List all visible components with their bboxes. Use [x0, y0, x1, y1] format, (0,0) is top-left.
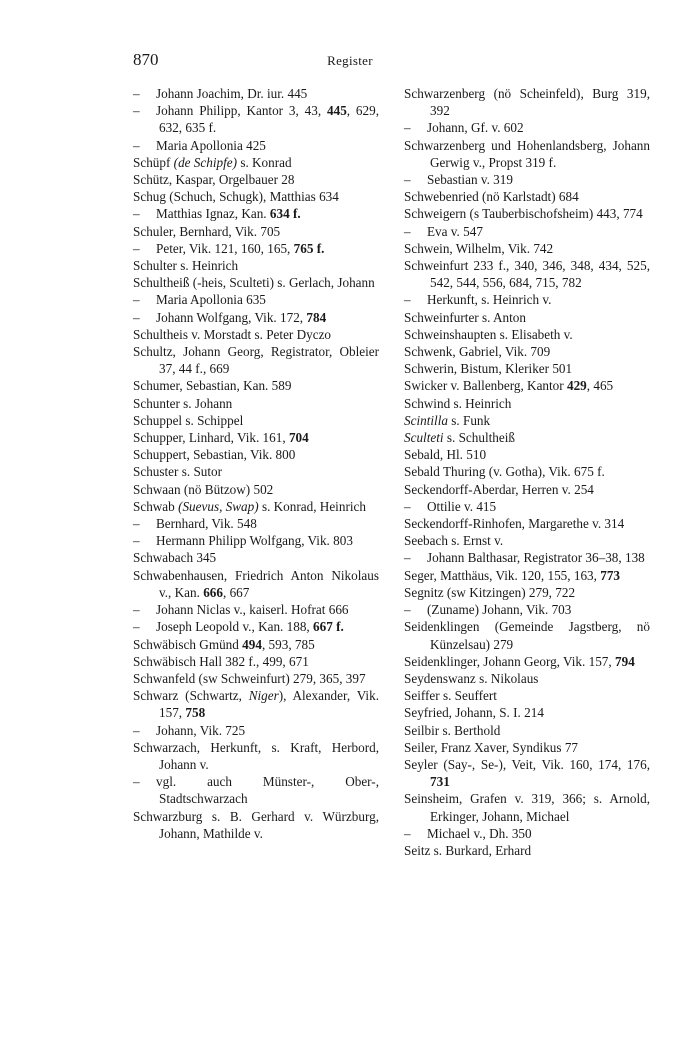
- entry-text: Seidenklingen (Gemeinde Jagstberg, nö Künzelsau) 279: [404, 619, 650, 652]
- entry-text: s. Konrad, Heinrich: [258, 498, 366, 514]
- entry-text: Segnitz (sw Kitzingen) 279, 722: [404, 584, 576, 600]
- variant-name: (de Schipfe): [173, 154, 238, 170]
- index-subentry: [404, 498, 650, 515]
- entry-text: Schwarzburg s. B. Gerhard v. Würzburg, Johann, Mathilde v.: [133, 808, 379, 841]
- index-entry: [133, 636, 379, 653]
- entry-text: Schuppert, Sebastian, Vik. 800: [133, 447, 296, 463]
- subentry-dash: –: [133, 619, 140, 635]
- entry-text: Schwabenhausen, Friedrich Anton Nikolaus v., Kan.: [133, 567, 379, 600]
- subentry-dash: –: [404, 602, 411, 618]
- index-entry: [404, 515, 650, 532]
- entry-text: Schwaan (nö Bützow) 502: [133, 481, 274, 497]
- index-entry: [133, 343, 379, 377]
- index-entry: [133, 687, 379, 721]
- variant-name: Scintilla: [404, 412, 448, 428]
- entry-text: , 629, 632, 635 f.: [159, 103, 380, 136]
- entry-text: Johann Wolfgang, Vik. 172,: [156, 309, 307, 325]
- entry-text: Seyfried, Johann, S. I. 214: [404, 705, 544, 721]
- entry-text: Schweinfurter s. Anton: [404, 309, 526, 325]
- entry-text: Joseph Leopold v., Kan. 188,: [156, 619, 314, 635]
- index-subentry: [133, 618, 379, 635]
- index-entry: [404, 326, 650, 343]
- entry-text: Maria Apollonia 635: [156, 292, 266, 308]
- entry-text: Maria Apollonia 425: [156, 137, 266, 153]
- index-entry: [404, 463, 650, 480]
- subentry-dash: –: [404, 172, 411, 188]
- entry-text: Sebald, Hl. 510: [404, 447, 487, 463]
- index-subentry: [133, 137, 379, 154]
- index-entry: [404, 188, 650, 205]
- index-entry: [404, 756, 650, 790]
- index-entry: [404, 446, 650, 463]
- entry-text: Michael v., Dh. 350: [427, 825, 532, 841]
- subentry-dash: –: [133, 533, 140, 549]
- main-reference: 731: [430, 774, 450, 790]
- index-entry: [133, 446, 379, 463]
- entry-text: Schwenk, Gabriel, Vik. 709: [404, 344, 551, 360]
- entry-text: Schuster s. Sutor: [133, 464, 223, 480]
- entry-text: Schweinfurt 233 f., 340, 346, 348, 434, 525, 542, 544, 556, 684, 715, 782: [404, 258, 650, 291]
- index-entry: [133, 549, 379, 566]
- entry-text: Seilbir s. Berthold: [404, 722, 501, 738]
- index-subentry: [133, 85, 379, 102]
- index-entry: [133, 395, 379, 412]
- entry-text: Johann Philipp, Kantor 3, 43,: [156, 103, 327, 119]
- subentry-dash: –: [404, 120, 411, 136]
- main-reference: 765 f.: [293, 240, 325, 256]
- subentry-dash: –: [133, 86, 140, 101]
- entry-text: s. Schultheiß: [443, 430, 515, 446]
- entry-text: s. Konrad: [237, 154, 292, 170]
- running-head: Register: [327, 53, 373, 68]
- index-subentry: [404, 825, 650, 842]
- entry-text: Seitz s. Burkard, Erhard: [404, 842, 532, 858]
- entry-text: Sebald Thuring (v. Gotha), Vik. 675 f.: [404, 464, 605, 480]
- entry-text: vgl. auch Münster-, Ober-, Stadtschwarzach: [156, 774, 379, 807]
- subentry-dash: –: [404, 825, 411, 841]
- index-entry: [133, 463, 379, 480]
- entry-text: Johann Joachim, Dr. iur. 445: [156, 86, 308, 101]
- entry-text: Schultheiß (-heis, Sculteti) s. Gerlach, Johann: [133, 275, 375, 291]
- index-entry: [404, 670, 650, 687]
- main-reference: 634 f.: [269, 206, 301, 222]
- main-reference: 667 f.: [313, 619, 344, 635]
- index-entry: [404, 137, 650, 171]
- index-entry: [404, 704, 650, 721]
- entry-text: Seckendorff-Rinhofen, Margarethe v. 314: [404, 516, 625, 532]
- subentry-dash: –: [133, 516, 140, 532]
- entry-text: , 465: [586, 378, 614, 394]
- index-column-left: [133, 85, 379, 842]
- index-subentry: [404, 223, 650, 240]
- subentry-dash: –: [404, 550, 411, 566]
- index-entry: [404, 584, 650, 601]
- main-reference: 666: [203, 584, 223, 600]
- subentry-dash: –: [404, 498, 411, 514]
- index-subentry: [404, 291, 650, 308]
- main-reference: 794: [615, 653, 635, 669]
- entry-text: Schumer, Sebastian, Kan. 589: [133, 378, 292, 394]
- index-entry: [404, 687, 650, 704]
- entry-text: Schwein, Wilhelm, Vik. 742: [404, 240, 554, 256]
- index-subentry: [404, 171, 650, 188]
- entry-text: Schunter s. Johann: [133, 395, 233, 411]
- index-entry: [404, 343, 650, 360]
- index-entry: [133, 171, 379, 188]
- index-subentry: [404, 601, 650, 618]
- entry-text: Schwäbisch Hall 382 f., 499, 671: [133, 653, 309, 669]
- entry-text: Schupper, Linhard, Vik. 161,: [133, 430, 289, 446]
- entry-text: ), Alexander, Vik. 157,: [159, 688, 379, 721]
- index-subentry: [133, 722, 379, 739]
- entry-text: Seiffer s. Seuffert: [404, 688, 497, 704]
- index-entry: [404, 309, 650, 326]
- entry-text: Schuppel s. Schippel: [133, 412, 244, 428]
- entry-text: Seebach s. Ernst v.: [404, 533, 504, 549]
- index-subentry: [133, 515, 379, 532]
- index-entry: [404, 739, 650, 756]
- entry-text: Bernhard, Vik. 548: [156, 516, 257, 532]
- index-entry: [133, 274, 379, 291]
- index-entry: [133, 481, 379, 498]
- index-entry: [404, 257, 650, 291]
- entry-text: , 593, 785: [261, 636, 315, 652]
- entry-text: Schwind s. Heinrich: [404, 395, 512, 411]
- index-subentry: [404, 549, 650, 566]
- subentry-dash: –: [133, 774, 140, 790]
- index-entry: [404, 395, 650, 412]
- index-entry: [404, 412, 650, 429]
- index-entry: [404, 618, 650, 652]
- entry-text: Schwebenried (nö Karlstadt) 684: [404, 189, 579, 205]
- main-reference: 445: [327, 103, 347, 119]
- entry-text: Ottilie v. 415: [427, 498, 497, 514]
- index-entry: [404, 481, 650, 498]
- entry-text: Johann Niclas v., kaiserl. Hofrat 666: [156, 602, 349, 618]
- index-entry: [404, 567, 650, 584]
- entry-text: s. Funk: [447, 412, 491, 428]
- index-entry: [404, 653, 650, 670]
- entry-text: Matthias Ignaz, Kan.: [156, 206, 270, 222]
- entry-text: Schwabach 345: [133, 550, 217, 566]
- entry-text: Schwarzenberg und Hohenlandsberg, Johann Gerwig v., Propst 319 f.: [404, 137, 650, 170]
- index-entry: [404, 429, 650, 446]
- entry-text: Schweigern (s Tauberbischofsheim) 443, 774: [404, 206, 643, 222]
- entry-text: Eva v. 547: [427, 223, 483, 239]
- entry-text: Schüpf: [133, 154, 174, 170]
- index-entry: [133, 223, 379, 240]
- entry-text: Seger, Matthäus, Vik. 120, 155, 163,: [404, 567, 601, 583]
- entry-text: Schulter s. Heinrich: [133, 258, 239, 274]
- page-number: 870: [133, 50, 159, 69]
- index-subentry: [404, 119, 650, 136]
- subentry-dash: –: [133, 292, 140, 308]
- entry-text: Johann, Vik. 725: [156, 722, 246, 738]
- entry-text: Seiler, Franz Xaver, Syndikus 77: [404, 739, 579, 755]
- index-entry: [404, 842, 650, 859]
- main-reference: 784: [306, 309, 327, 325]
- index-entry: [404, 532, 650, 549]
- index-entry: [133, 412, 379, 429]
- entry-text: Seckendorff-Aberdar, Herren v. 254: [404, 481, 594, 497]
- index-entry: [404, 722, 650, 739]
- entry-text: Schwerin, Bistum, Kleriker 501: [404, 361, 573, 377]
- entry-text: Sebastian v. 319: [427, 172, 513, 188]
- entry-text: Johann Balthasar, Registrator 36–38, 138: [427, 550, 645, 566]
- entry-text: Schwarzenberg (nö Scheinfeld), Burg 319, 392: [404, 86, 650, 119]
- subentry-dash: –: [404, 223, 411, 239]
- subentry-dash: –: [133, 722, 140, 738]
- index-entry: [404, 240, 650, 257]
- main-reference: 429: [566, 378, 587, 394]
- index-entry: [404, 360, 650, 377]
- entry-text: Swicker v. Ballenberg, Kantor: [404, 378, 567, 394]
- index-subentry: [133, 205, 379, 222]
- index-subentry: [133, 102, 379, 136]
- subentry-dash: –: [133, 309, 140, 325]
- subentry-dash: –: [133, 602, 140, 618]
- index-entry: [133, 567, 379, 601]
- index-subentry: [133, 291, 379, 308]
- index-entry: [133, 670, 379, 687]
- entry-text: Seydenswanz s. Nikolaus: [404, 670, 539, 686]
- index-entry: [133, 808, 379, 842]
- entry-text: Seidenklinger, Johann Georg, Vik. 157,: [404, 653, 615, 669]
- entry-text: Schultz, Johann Georg, Registrator, Obleier 37, 44 f., 669: [133, 344, 379, 377]
- subentry-dash: –: [133, 240, 140, 256]
- entry-text: Schug (Schuch, Schugk), Matthias 634: [133, 189, 339, 205]
- entry-text: Schütz, Kaspar, Orgelbauer 28: [133, 172, 295, 188]
- entry-text: Seinsheim, Grafen v. 319, 366; s. Arnold, Erkinger, Johann, Michael: [404, 791, 650, 824]
- index-column-right: [404, 85, 650, 859]
- subentry-dash: –: [404, 292, 411, 308]
- index-entry: [404, 85, 650, 119]
- entry-text: Schuler, Bernhard, Vik. 705: [133, 223, 281, 239]
- index-entry: [404, 790, 650, 824]
- index-subentry: [133, 532, 379, 549]
- main-reference: 704: [288, 430, 309, 446]
- index-entry: [133, 154, 379, 171]
- main-reference: 758: [185, 705, 206, 721]
- subentry-dash: –: [133, 103, 140, 119]
- entry-text: (Zuname) Johann, Vik. 703: [427, 602, 572, 618]
- entry-text: Seyler (Say-, Se-), Veit, Vik. 160, 174, 176,: [404, 756, 650, 772]
- index-subentry: [133, 601, 379, 618]
- main-reference: 773: [600, 567, 621, 583]
- subentry-dash: –: [133, 137, 140, 153]
- entry-text: Schwarz (Schwartz,: [133, 688, 249, 704]
- entry-text: Schultheis v. Morstadt s. Peter Dyczo: [133, 326, 332, 342]
- index-subentry: [133, 240, 379, 257]
- index-entry: [404, 377, 650, 394]
- entry-text: Schwab: [133, 498, 179, 514]
- entry-text: Peter, Vik. 121, 160, 165,: [156, 240, 294, 256]
- main-reference: 494: [242, 636, 262, 652]
- entry-text: Schwarzach, Herkunft, s. Kraft, Herbord, Johann v.: [133, 739, 379, 772]
- index-subentry: [133, 309, 379, 326]
- entry-text: Johann, Gf. v. 602: [427, 120, 524, 136]
- index-entry: [133, 739, 379, 773]
- index-entry: [133, 257, 379, 274]
- index-entry: [133, 326, 379, 343]
- entry-text: , 667: [222, 584, 250, 600]
- subentry-dash: –: [133, 206, 140, 222]
- index-entry: [133, 653, 379, 670]
- variant-name: Sculteti: [404, 430, 444, 446]
- entry-text: Hermann Philipp Wolfgang, Vik. 803: [156, 533, 353, 549]
- index-entry: [133, 498, 379, 515]
- index-subentry: [133, 773, 379, 807]
- entry-text: Schwanfeld (sw Schweinfurt) 279, 365, 397: [133, 670, 366, 686]
- variant-name: (Suevus, Swap): [178, 498, 259, 514]
- index-entry: [133, 377, 379, 394]
- variant-name: Niger: [248, 688, 279, 704]
- index-entry: [133, 429, 379, 446]
- entry-text: Schwäbisch Gmünd: [133, 636, 243, 652]
- entry-text: Schweinshaupten s. Elisabeth v.: [404, 326, 573, 342]
- entry-text: Herkunft, s. Heinrich v.: [427, 292, 552, 308]
- index-entry: [133, 188, 379, 205]
- index-entry: [404, 205, 650, 222]
